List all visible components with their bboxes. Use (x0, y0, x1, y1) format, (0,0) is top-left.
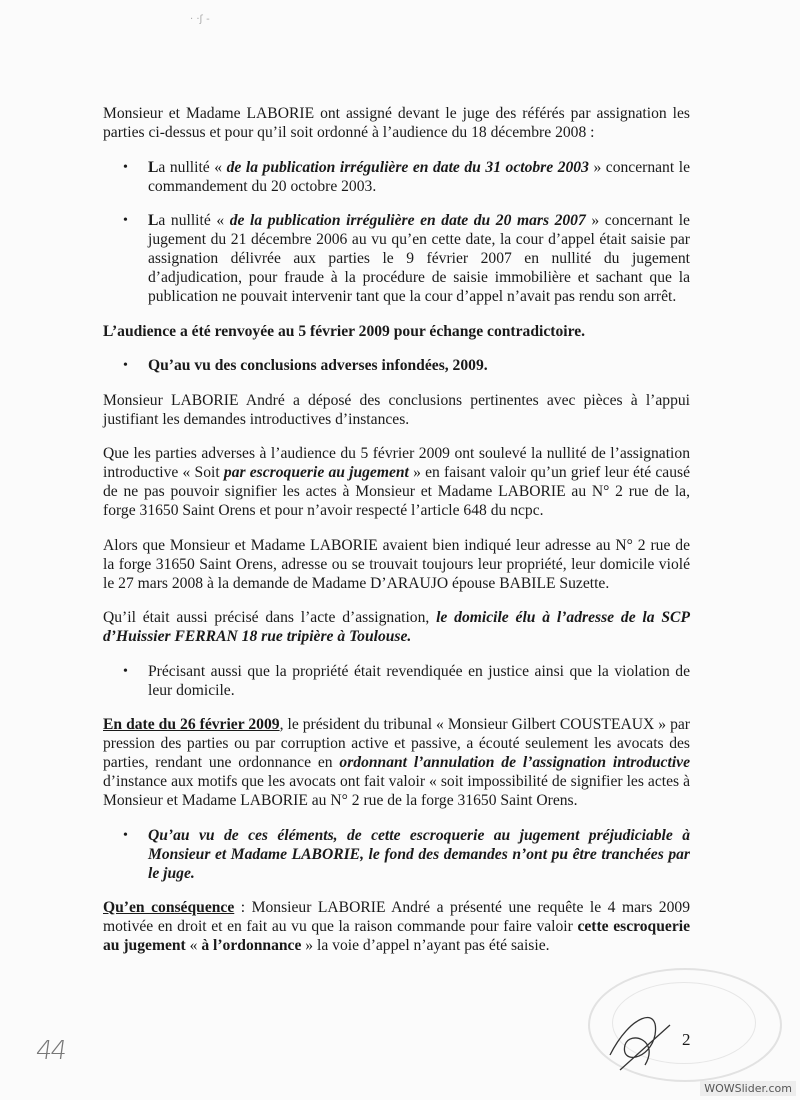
text-run: Monsieur et Madame LABORIE ont assigné devant le juge des référés par assignation les parties ci-dessus et pour qu’il soit ordonné à l’audience du 18 décembre 2008 : (103, 105, 690, 141)
bullet-icon: • (123, 663, 128, 679)
text-run: Précisant aussi que la propriété était revendiquée en justice ainsi que la violation de leur domicile. (148, 662, 690, 699)
text-run: L’audience a été renvoyée au 5 février 2009 pour échange contradictoire. (103, 322, 586, 340)
paragraph (103, 608, 690, 646)
signature (600, 1005, 680, 1075)
text-run: En date du 26 février 2009 (103, 716, 280, 733)
bullet-icon: • (123, 827, 128, 843)
scan-marks: · ·ʃ - (190, 14, 210, 25)
text-run: le domicile élu à l’adresse de la SCP d’Huissier FERRAN 18 rue tripière à Toulouse. (103, 609, 690, 645)
text-run: Que les parties adverses à l’audience du 5 février 2009 ont soulevé la nullité de l’assignation introductive « Soit (103, 445, 690, 481)
handwritten-page-number: 44 (33, 1036, 68, 1066)
text-run: cette escroquerie au jugement (103, 918, 691, 954)
watermark: WOWSlider.com (700, 1081, 796, 1096)
paragraph (103, 104, 690, 142)
text-run: par escroquerie au jugement (223, 464, 409, 481)
text-run: Qu’au vu des conclusions adverses infondées, 2009. (148, 357, 488, 374)
text-run: » concernant le jugement du 21 décembre 2006 au vu qu’en cette date, la cour d’appel était saisie par assignation délivrée aux parties le 9 février 2007 en nullité du jugement d’adjudication, pour fraude à la procédure de saisie immobilière et sachant que la publication ne pouvait intervenir tant que la cour d’appel n’avait pas rendu son arrêt. (148, 212, 690, 305)
bullet-icon: • (123, 213, 128, 228)
text-run: » la voie d’appel n’ayant pas été saisie. (301, 937, 550, 954)
paragraph (103, 444, 690, 520)
bullet-item (123, 356, 690, 375)
bullet-item (123, 158, 690, 196)
text-run: d’instance aux motifs que les avocats ont fait valoir « soit impossibilité de signifier les actes à Monsieur et Madame LABORIE au N° 2 rue de la forge 31650 Saint Orens. (103, 773, 690, 809)
text-run: de la publication irrégulière en date du 31 octobre 2003 (226, 158, 589, 176)
text-run: Alors que Monsieur et Madame LABORIE avaient bien indiqué leur adresse au N° 2 rue de la forge 31650 Saint Orens, adresse ou se trouvait toujours leur propriété, leur domicile violé le 27 mars 2008 à la demande de Madame D’ARAUJO épouse BABILE Suzette. (103, 536, 690, 592)
text-run: « (185, 937, 202, 954)
text-run: , le président du tribunal « Monsieur Gilbert COUSTEAUX » par pression des parties ou par corruption active et passive, a écouté seulement les avocats des parties, rendant une ordonnance en (103, 716, 690, 771)
bullet-item (123, 826, 690, 883)
text-run: » concernant le commandement du 20 octobre 2003. (148, 158, 690, 195)
paragraph (103, 322, 690, 341)
paragraph (103, 391, 690, 429)
text-run: Monsieur LABORIE André a déposé des conclusions pertinentes avec pièces à l’appui justifiant les demandes introductives d’instances. (103, 391, 690, 428)
text-run: a nullité « (158, 158, 227, 176)
page-number: 2 (682, 1030, 691, 1049)
text-run: de la publication irrégulière en date du 20 mars 2007 (229, 212, 586, 229)
paragraph (103, 715, 690, 810)
document-body (103, 104, 690, 955)
bullet-icon: • (123, 358, 128, 373)
text-run: Qu’il était aussi précisé dans l’acte d’assignation, (103, 609, 437, 626)
text-run: Qu’au vu de ces éléments, de cette escroquerie au jugement préjudiciable à Monsieur et Madame LABORIE, le fond des demandes n’ont pu être tranchées par le juge. (148, 826, 690, 882)
text-run: L (148, 212, 159, 229)
text-run: L (148, 158, 159, 176)
bullet-item (123, 211, 690, 306)
text-run: ordonnant l’annulation de l’assignation introductive (339, 754, 690, 771)
text-run: à l’ordonnance (201, 937, 302, 954)
bullet-item (123, 662, 690, 700)
bullet-icon: • (123, 159, 128, 175)
paragraph (103, 898, 690, 955)
text-run: Qu’en conséquence (103, 899, 235, 916)
text-run: » en faisant valoir qu’un grief leur été causé de ne pas pouvoir signifier les actes à Monsieur et Madame LABORIE au N° 2 rue de la, forge 31650 Saint Orens et pour n’avoir respecté l’article 648 du ncpc. (103, 464, 690, 519)
text-run: : Monsieur LABORIE André a présenté une requête le 4 mars 2009 motivée en droit et en fait au vu que la raison commande pour faire valoir (103, 899, 690, 935)
text-run: a nullité « (158, 212, 230, 229)
paragraph (103, 536, 690, 593)
